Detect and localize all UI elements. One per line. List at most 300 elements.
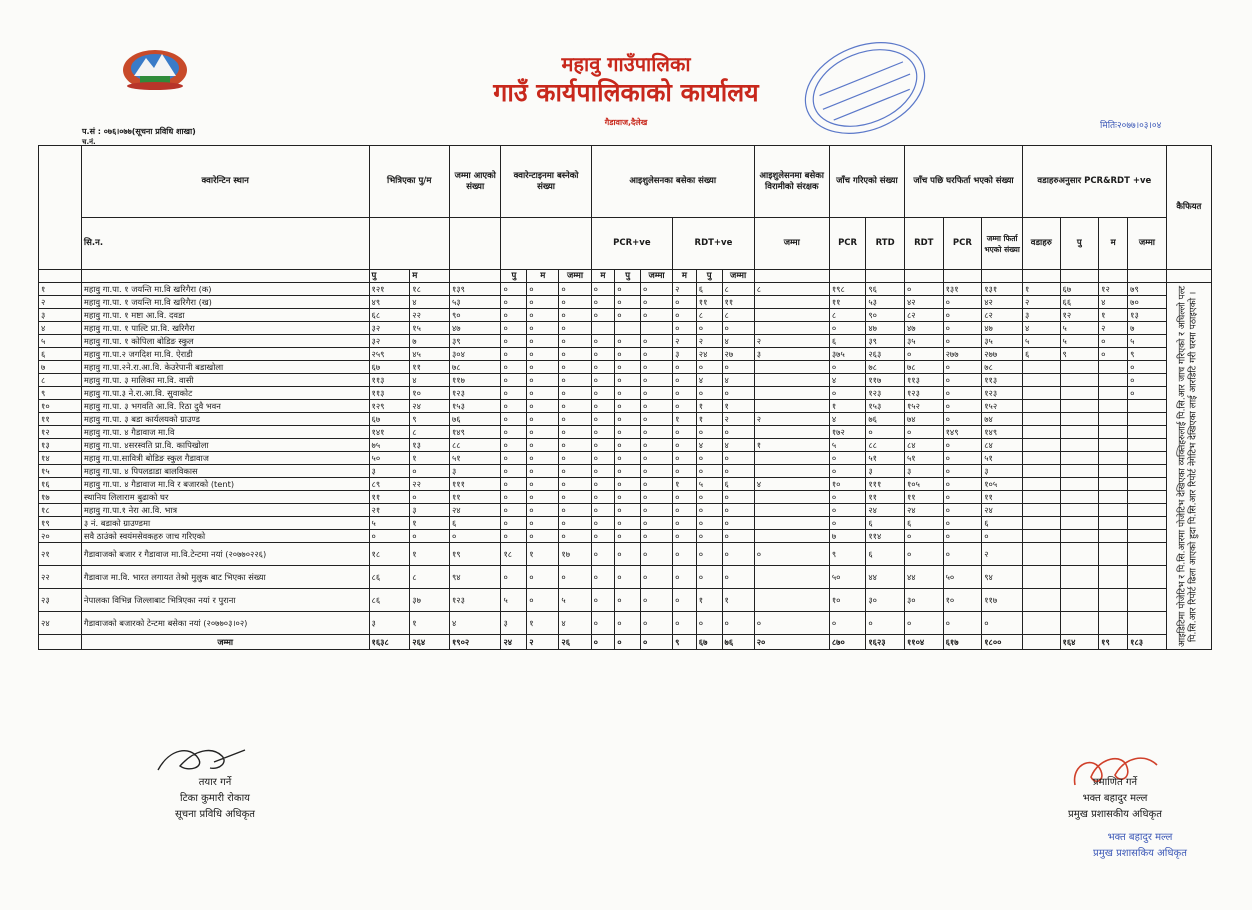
- row-cell: ११: [410, 361, 450, 374]
- row-cell: ५: [1060, 335, 1099, 348]
- row-cell: [1128, 566, 1167, 589]
- row-cell: ०: [722, 387, 754, 400]
- row-cell: ०: [591, 566, 615, 589]
- row-cell: [754, 589, 829, 612]
- row-cell: ०: [501, 452, 527, 465]
- row-cell: ६: [1022, 348, 1060, 361]
- row-cell: ०: [591, 374, 615, 387]
- sn-label: सि.न.: [81, 218, 369, 270]
- row-cell: ०: [559, 452, 591, 465]
- reference-number: प.सं : ०७६।०७७(सूचना प्रविधि शाखा): [82, 127, 196, 136]
- row-cell: १२१: [369, 283, 410, 296]
- row-cell: ७८: [449, 361, 501, 374]
- row-sn: ११: [39, 413, 82, 426]
- isolation-header: आइशुलेसनका बसेका संख्या: [591, 146, 754, 218]
- row-cell: ०: [527, 283, 559, 296]
- row-cell: २७७: [943, 348, 982, 361]
- row-cell: ११: [982, 491, 1023, 504]
- row-cell: ०: [591, 309, 615, 322]
- row-cell: ०: [943, 543, 982, 566]
- row-cell: ०: [501, 296, 527, 309]
- row-cell: ६: [866, 543, 905, 566]
- total-cell: १६३८: [369, 635, 410, 650]
- row-cell: ६८: [369, 309, 410, 322]
- row-cell: ७८: [866, 361, 905, 374]
- row-cell: [1060, 361, 1099, 374]
- row-cell: १: [722, 589, 754, 612]
- total-cell: १६२३: [866, 635, 905, 650]
- row-place: गैडावाज मा.वि. भारत लगायत तेश्रो मुलुक बाट भिएका संख्या: [81, 566, 369, 589]
- table-row: [39, 452, 1212, 465]
- row-cell: १३: [410, 439, 450, 452]
- row-cell: १०: [410, 387, 450, 400]
- row-cell: ०: [640, 413, 672, 426]
- row-cell: ०: [559, 465, 591, 478]
- row-cell: २: [754, 413, 829, 426]
- row-cell: ०: [559, 361, 591, 374]
- row-cell: ०: [829, 612, 865, 635]
- row-cell: ४५: [410, 348, 450, 361]
- row-cell: ९: [1128, 348, 1167, 361]
- row-cell: ०: [640, 530, 672, 543]
- table-row: [39, 589, 1212, 612]
- prepared-name: टिका कुमारी रोकाय: [180, 793, 250, 804]
- row-cell: [1099, 612, 1128, 635]
- row-cell: ०: [673, 452, 697, 465]
- row-cell: [1022, 387, 1060, 400]
- row-cell: ११: [722, 296, 754, 309]
- row-cell: ०: [591, 478, 615, 491]
- row-cell: ०: [722, 322, 754, 335]
- row-cell: ०: [615, 387, 641, 400]
- row-cell: २५९: [369, 348, 410, 361]
- row-cell: ६: [904, 517, 943, 530]
- row-cell: ६: [829, 335, 865, 348]
- row-cell: ७८: [904, 361, 943, 374]
- row-cell: [1099, 491, 1128, 504]
- row-cell: ०: [982, 612, 1023, 635]
- row-cell: [1099, 413, 1128, 426]
- row-cell: ०: [640, 517, 672, 530]
- row-cell: ४: [559, 612, 591, 635]
- row-cell: ०: [640, 361, 672, 374]
- table-row: [39, 348, 1212, 361]
- row-cell: ५१: [982, 452, 1023, 465]
- table-row: [39, 387, 1212, 400]
- row-cell: २: [673, 335, 697, 348]
- row-place: महावु गा.पा. ४सरस्वति प्रा.वि. कापिखोला: [81, 439, 369, 452]
- row-cell: १८: [501, 543, 527, 566]
- row-cell: ०: [943, 387, 982, 400]
- row-cell: [1128, 439, 1167, 452]
- row-cell: ५१: [866, 452, 905, 465]
- total-cell: १६४: [1060, 635, 1099, 650]
- row-cell: २४: [982, 504, 1023, 517]
- row-cell: ०: [943, 322, 982, 335]
- row-cell: ०: [1099, 348, 1128, 361]
- row-cell: ०: [640, 309, 672, 322]
- row-cell: ०: [943, 335, 982, 348]
- row-cell: ०: [501, 491, 527, 504]
- rdt-header: RDT: [904, 218, 943, 270]
- row-cell: [1022, 612, 1060, 635]
- row-cell: ०: [527, 374, 559, 387]
- row-cell: ०: [722, 452, 754, 465]
- row-cell: ०: [673, 566, 697, 589]
- row-cell: ८६: [369, 589, 410, 612]
- row-cell: [1099, 589, 1128, 612]
- row-cell: ५: [559, 589, 591, 612]
- row-cell: [754, 361, 829, 374]
- row-cell: ०: [829, 504, 865, 517]
- row-cell: ८: [410, 426, 450, 439]
- row-cell: [754, 530, 829, 543]
- row-cell: ४७: [904, 322, 943, 335]
- row-cell: ०: [559, 335, 591, 348]
- row-sn: १५: [39, 465, 82, 478]
- row-cell: [754, 400, 829, 413]
- prepared-post: सूचना प्रविधि अधिकृत: [175, 809, 255, 820]
- office-address: गैडावाज,दैलेख: [604, 118, 648, 127]
- row-cell: १२९: [369, 400, 410, 413]
- row-cell: ५: [1128, 335, 1167, 348]
- row-cell: [1022, 589, 1060, 612]
- row-cell: ०: [943, 296, 982, 309]
- row-cell: ०: [696, 322, 722, 335]
- row-cell: ०: [673, 361, 697, 374]
- row-cell: ०: [527, 439, 559, 452]
- row-cell: [1022, 452, 1060, 465]
- row-cell: ०: [615, 374, 641, 387]
- table-row: [39, 478, 1212, 491]
- row-cell: ३२: [369, 322, 410, 335]
- document-date: मितिः२०७७।०३।०४: [1100, 121, 1162, 131]
- row-cell: [754, 491, 829, 504]
- row-cell: ०: [615, 465, 641, 478]
- row-cell: ४: [722, 374, 754, 387]
- row-cell: ०: [591, 589, 615, 612]
- row-cell: [1128, 517, 1167, 530]
- row-cell: ०: [615, 283, 641, 296]
- row-cell: १४१: [369, 426, 410, 439]
- row-cell: १: [527, 612, 559, 635]
- row-cell: ८: [696, 309, 722, 322]
- row-place: महावु गा.पा. १ जयन्ति मा.वि खरिगैरा (ख): [81, 296, 369, 309]
- row-cell: ३: [673, 348, 697, 361]
- row-cell: ५१: [904, 452, 943, 465]
- row-cell: ०: [640, 426, 672, 439]
- row-cell: ०: [943, 374, 982, 387]
- table-row: [39, 465, 1212, 478]
- row-cell: ०: [640, 387, 672, 400]
- row-cell: १: [829, 400, 865, 413]
- row-cell: ०: [501, 439, 527, 452]
- row-cell: [1099, 478, 1128, 491]
- row-cell: ०: [559, 296, 591, 309]
- row-cell: २: [982, 543, 1023, 566]
- row-cell: ०: [673, 374, 697, 387]
- row-cell: ०: [696, 612, 722, 635]
- row-cell: ०: [722, 361, 754, 374]
- row-cell: ०: [1128, 387, 1167, 400]
- row-cell: ७९: [1128, 283, 1167, 296]
- row-cell: [1022, 361, 1060, 374]
- total-cell: ९: [673, 635, 697, 650]
- row-cell: ९: [829, 543, 865, 566]
- row-cell: ०: [591, 491, 615, 504]
- row-cell: २: [754, 335, 829, 348]
- row-cell: ०: [501, 322, 527, 335]
- row-cell: ७०: [1128, 296, 1167, 309]
- row-cell: [754, 504, 829, 517]
- row-cell: ०: [527, 491, 559, 504]
- row-cell: ५: [1022, 335, 1060, 348]
- row-cell: ०: [559, 491, 591, 504]
- row-sn: ९: [39, 387, 82, 400]
- remarks-cell: आइडिटिमा पोजेटिभ र पि.सि.आरमा पोजेटिभ देखिएका व्यक्तिहरुलाई पि.सि.आर जाच गरिएको र अघिल्लो पल्ट पि.सि.आर रिपोर्ट ढिला आएको हुदा पि.सि.आर रिपोर्ट नेगेटिभ देखिएका लाई आरडिटि गरी घरमा पठाइएको ।: [1166, 283, 1211, 650]
- row-sn: १: [39, 283, 82, 296]
- row-sn: २: [39, 296, 82, 309]
- total-cell: १८३: [1128, 635, 1167, 650]
- row-cell: ०: [410, 465, 450, 478]
- row-cell: ०: [615, 400, 641, 413]
- row-cell: ०: [615, 566, 641, 589]
- row-cell: ०: [591, 452, 615, 465]
- row-sn: १०: [39, 400, 82, 413]
- row-cell: ३७: [410, 589, 450, 612]
- row-cell: १७२: [829, 426, 865, 439]
- row-cell: ०: [615, 426, 641, 439]
- row-cell: [1022, 491, 1060, 504]
- certified-by-block: [1030, 775, 1200, 823]
- row-place: महावु गा.पा. १ मष्टा आ.वि. दवडा: [81, 309, 369, 322]
- table-row: [39, 374, 1212, 387]
- row-cell: [1022, 400, 1060, 413]
- row-cell: ०: [559, 566, 591, 589]
- ward-male-header: पु: [1060, 218, 1099, 270]
- row-cell: ०: [501, 309, 527, 322]
- row-cell: ०: [696, 452, 722, 465]
- row-cell: ३: [754, 348, 829, 361]
- row-cell: ०: [722, 612, 754, 635]
- row-place: महावु गा.पा. ४ गैडावाज मा.वि र बजारको (tent): [81, 478, 369, 491]
- row-cell: ४४: [904, 566, 943, 589]
- row-cell: ११३: [369, 374, 410, 387]
- row-cell: ६: [449, 517, 501, 530]
- male-subheader: पु: [369, 270, 410, 283]
- returned-header: जाँच पछि घरफिर्ता भएको संख्या: [904, 146, 1022, 218]
- row-cell: ३२: [369, 335, 410, 348]
- row-cell: ३: [410, 504, 450, 517]
- ward-female-header: म: [1099, 218, 1128, 270]
- row-cell: ०: [591, 612, 615, 635]
- rdt-ve-header: RDT+ve: [673, 218, 755, 270]
- row-sn: १४: [39, 452, 82, 465]
- row-cell: १: [722, 400, 754, 413]
- row-cell: [754, 465, 829, 478]
- row-cell: ०: [673, 543, 697, 566]
- row-cell: [754, 566, 829, 589]
- row-cell: ०: [501, 566, 527, 589]
- quarantine-header: क्वारेन्टाइनमा बस्नेको संख्या: [501, 146, 591, 218]
- row-cell: [1099, 452, 1128, 465]
- row-cell: २: [1022, 296, 1060, 309]
- row-cell: [1128, 491, 1167, 504]
- row-cell: ०: [866, 426, 905, 439]
- row-cell: ११: [696, 296, 722, 309]
- certified-name: भक्त बहादुर मल्ल: [1082, 793, 1148, 804]
- row-cell: १: [410, 517, 450, 530]
- row-cell: १०: [943, 589, 982, 612]
- row-cell: [1099, 517, 1128, 530]
- pcr-returned-header: PCR: [943, 218, 982, 270]
- row-cell: ०: [943, 612, 982, 635]
- row-cell: ५: [1060, 322, 1099, 335]
- row-place: महावु गा.पा. ३ मालिका मा.वि. वासी: [81, 374, 369, 387]
- row-cell: [754, 517, 829, 530]
- row-cell: ०: [696, 387, 722, 400]
- row-cell: ११७: [982, 589, 1023, 612]
- total-cell: १९०२: [449, 635, 501, 650]
- row-cell: ५: [501, 589, 527, 612]
- row-cell: [1060, 387, 1099, 400]
- row-cell: [1060, 491, 1099, 504]
- row-cell: [1099, 543, 1128, 566]
- row-cell: [1128, 413, 1167, 426]
- row-cell: [1022, 543, 1060, 566]
- row-cell: [1060, 374, 1099, 387]
- row-cell: ६७: [1060, 283, 1099, 296]
- row-cell: ४: [722, 439, 754, 452]
- row-cell: ०: [722, 543, 754, 566]
- table-row: [39, 322, 1212, 335]
- row-cell: ०: [501, 504, 527, 517]
- row-cell: २: [1099, 322, 1128, 335]
- row-cell: ०: [673, 400, 697, 413]
- table-row: [39, 491, 1212, 504]
- row-cell: ०: [673, 504, 697, 517]
- row-cell: ०: [696, 491, 722, 504]
- row-cell: ६: [696, 283, 722, 296]
- sn-header: [39, 146, 82, 270]
- row-cell: ०: [1128, 374, 1167, 387]
- row-cell: ०: [591, 543, 615, 566]
- row-sn: ८: [39, 374, 82, 387]
- dispatch-number: च.नं.: [82, 138, 96, 146]
- row-cell: ०: [501, 400, 527, 413]
- row-cell: [1099, 530, 1128, 543]
- row-cell: ९४: [982, 566, 1023, 589]
- row-cell: [1060, 426, 1099, 439]
- row-cell: १: [696, 589, 722, 612]
- row-cell: [1022, 426, 1060, 439]
- row-cell: ०: [501, 335, 527, 348]
- row-cell: १: [410, 612, 450, 635]
- row-cell: [754, 387, 829, 400]
- row-cell: ०: [640, 296, 672, 309]
- row-sn: १७: [39, 491, 82, 504]
- row-cell: ०: [640, 491, 672, 504]
- row-cell: [1128, 400, 1167, 413]
- total-cell: [1022, 635, 1060, 650]
- row-cell: ०: [527, 465, 559, 478]
- row-cell: [591, 322, 615, 335]
- row-cell: [1128, 612, 1167, 635]
- row-cell: [1060, 517, 1099, 530]
- row-cell: ०: [722, 465, 754, 478]
- row-cell: ०: [559, 348, 591, 361]
- row-cell: ११३: [904, 374, 943, 387]
- row-sn: २४: [39, 612, 82, 635]
- row-sn: १८: [39, 504, 82, 517]
- row-sn: २१: [39, 543, 82, 566]
- nepal-emblem-logo: [120, 46, 190, 92]
- row-cell: ७: [410, 335, 450, 348]
- row-cell: ०: [501, 374, 527, 387]
- row-cell: ०: [615, 543, 641, 566]
- row-cell: ८: [410, 566, 450, 589]
- row-cell: ०: [615, 589, 641, 612]
- row-cell: ०: [722, 491, 754, 504]
- row-cell: १: [1099, 309, 1128, 322]
- row-cell: ०: [559, 283, 591, 296]
- row-cell: ०: [640, 504, 672, 517]
- row-cell: ०: [591, 504, 615, 517]
- row-cell: ०: [829, 322, 865, 335]
- row-cell: [1099, 387, 1128, 400]
- row-cell: २७: [722, 348, 754, 361]
- row-cell: ०: [615, 309, 641, 322]
- row-cell: [1022, 517, 1060, 530]
- row-cell: ०: [904, 348, 943, 361]
- row-cell: [1060, 452, 1099, 465]
- row-cell: [1022, 374, 1060, 387]
- row-place: सवै ठाउंको स्वयंमसेवकहरु जाच गरिएको: [81, 530, 369, 543]
- certified-label: प्रमाणित गर्ने: [1092, 777, 1138, 788]
- row-cell: ४: [1022, 322, 1060, 335]
- row-cell: ०: [640, 566, 672, 589]
- row-cell: ०: [501, 413, 527, 426]
- row-cell: ५१: [449, 452, 501, 465]
- row-cell: [1128, 589, 1167, 612]
- row-cell: ०: [673, 465, 697, 478]
- row-cell: ०: [1128, 361, 1167, 374]
- row-cell: ४७: [866, 322, 905, 335]
- row-cell: ०: [982, 530, 1023, 543]
- row-place: गैडावाजको बजारको टेन्टमा बसेका नयां (२०७७०३।०२): [81, 612, 369, 635]
- row-cell: ०: [722, 566, 754, 589]
- row-cell: ०: [559, 439, 591, 452]
- row-cell: १२३: [449, 387, 501, 400]
- row-cell: ४: [449, 612, 501, 635]
- row-sn: २०: [39, 530, 82, 543]
- row-cell: ०: [501, 361, 527, 374]
- row-cell: ५: [696, 478, 722, 491]
- row-cell: २२: [410, 309, 450, 322]
- row-cell: [1022, 530, 1060, 543]
- row-cell: ०: [559, 322, 591, 335]
- row-cell: २: [722, 413, 754, 426]
- remarks-header: कैफियत: [1166, 146, 1211, 270]
- row-cell: ०: [722, 530, 754, 543]
- total-cell: १९: [1099, 635, 1128, 650]
- row-cell: ०: [673, 517, 697, 530]
- stamp-name: भक्त बहादुर मल्ल: [1107, 832, 1173, 843]
- row-cell: ०: [615, 439, 641, 452]
- row-sn: १९: [39, 517, 82, 530]
- total-cell: २६: [559, 635, 591, 650]
- row-cell: १: [410, 452, 450, 465]
